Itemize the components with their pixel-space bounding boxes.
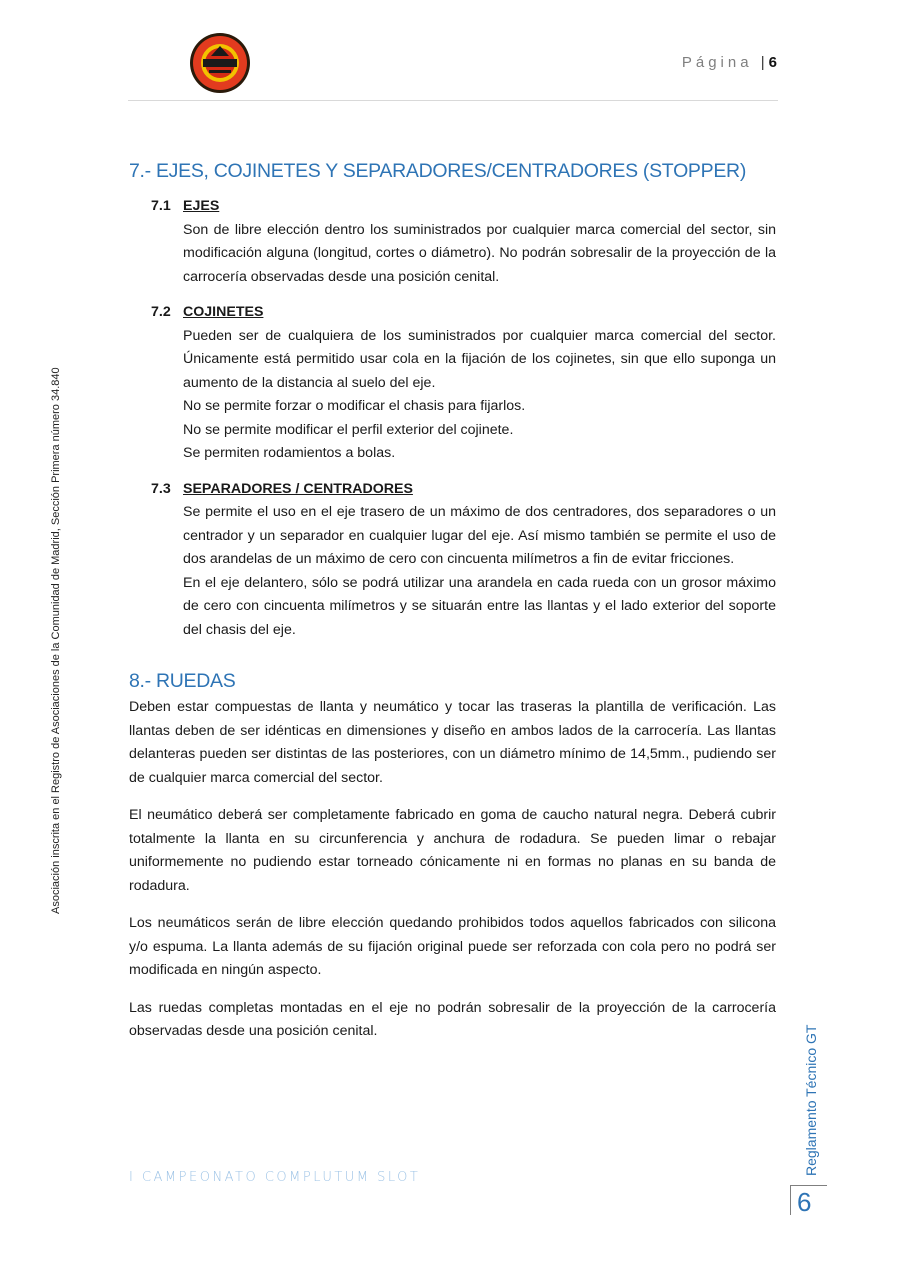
document-body — [129, 160, 776, 1058]
subsection-number: 7.1 — [151, 198, 171, 214]
page-separator: | — [760, 54, 765, 71]
section-8-title: 8.- RUEDAS — [129, 670, 236, 692]
footer-divider — [790, 1185, 827, 1186]
section-8-paragraph: Los neumáticos serán de libre elección quedando prohibidos todos aquellos fabricados con silicona y/o espuma. La llanta además de su fijación original puede ser reforzada con cola pero no podrá ser modificada en ningún aspecto. — [129, 915, 776, 978]
section-8-paragraph: El neumático deberá ser completamente fabricado en goma de caucho natural negra. Deberá cubrir totalmente la llanta en su circunferencia y anchura de rodadura. Se pueden limar o rebajar uniformemente no pudiendo estar torneado cónicamente ni en formas no planas en su banda de rodadura. — [129, 807, 776, 894]
subsection-text: Pueden ser de cualquiera de los suministrados por cualquier marca comercial del sector. Únicamente está permitido usar cola en la fijación de los cojinetes, sin que ello suponga un aumento de la distancia al suelo del eje. — [183, 327, 776, 391]
section-8-paragraph: Deben estar compuestas de llanta y neumático y tocar las traseras la plantilla de verificación. Las llantas deben de ser idénticas en dimensiones y diseño en ambos lados de la carrocería. Las llantas delanteras pueden ser distintas de las posteriores, con un diámetro mínimo de 14,5mm., pudiendo ser de cualquier marca comercial del sector. — [129, 699, 776, 786]
document-side-title: Reglamento Técnico GT — [803, 1024, 819, 1176]
section-8-paragraph: Las ruedas completas montadas en el eje no podrán sobresalir de la proyección de la carrocería observadas desde una posición cenital. — [129, 999, 776, 1039]
club-emblem-icon — [189, 32, 251, 94]
subsection-7-1 — [151, 195, 776, 289]
subsection-title: EJES — [183, 198, 220, 214]
subsection-text: Se permite el uso en el eje trasero de un máximo de dos centradores, dos separadores o un centrador y un separador en cualquier lugar del eje. Así mismo también se permite el uso de dos arandelas de un máximo de cero con cincuenta milímetros a fin de evitar fricciones. — [183, 504, 776, 567]
subsection-number: 7.3 — [151, 480, 171, 497]
association-registration-note: Asociación inscrita en el Registro de Asociaciones de la Comunidad de Madrid, Sección Primera número 34.840 — [50, 367, 62, 914]
section-7-title: 7.- EJES, COJINETES Y SEPARADORES/CENTRADORES (STOPPER) — [129, 160, 747, 182]
subsection-text: No se permite forzar o modificar el chasis para fijarlos. — [183, 398, 526, 414]
subsection-number: 7.2 — [151, 304, 171, 320]
subsection-title: COJINETES — [183, 304, 264, 320]
subsection-text: No se permite modificar el perfil exterior del cojinete. — [183, 421, 514, 438]
subsection-text: En el eje delantero, sólo se podrá utilizar una arandela en cada rueda con un grosor máximo de cero con cincuenta milímetros y se situarán entre las llantas y el lado exterior del soporte del chasis del eje. — [183, 574, 776, 638]
subsection-text: Son de libre elección dentro los suministrados por cualquier marca comercial del sector, sin modificación alguna (longitud, cortes o diámetro). No podrán sobresalir de la proyección de la carrocería observadas desde una posición cenital. — [183, 221, 776, 285]
header-divider — [128, 100, 778, 101]
page-indicator — [682, 54, 777, 71]
page-label: Página — [681, 54, 753, 71]
page-number: 6 — [768, 54, 777, 71]
championship-footer: I CAMPEONATO COMPLUTUM SLOT — [129, 1170, 421, 1185]
section-8 — [129, 670, 776, 1044]
footer-page-number: 6 — [797, 1187, 812, 1217]
subsection-7-3 — [151, 478, 776, 643]
subsection-text: Se permiten rodamientos a bolas. — [183, 445, 396, 461]
subsection-7-2 — [151, 301, 776, 466]
subsection-title: SEPARADORES / CENTRADORES — [183, 480, 413, 497]
footer-vertical-divider — [790, 1185, 791, 1215]
